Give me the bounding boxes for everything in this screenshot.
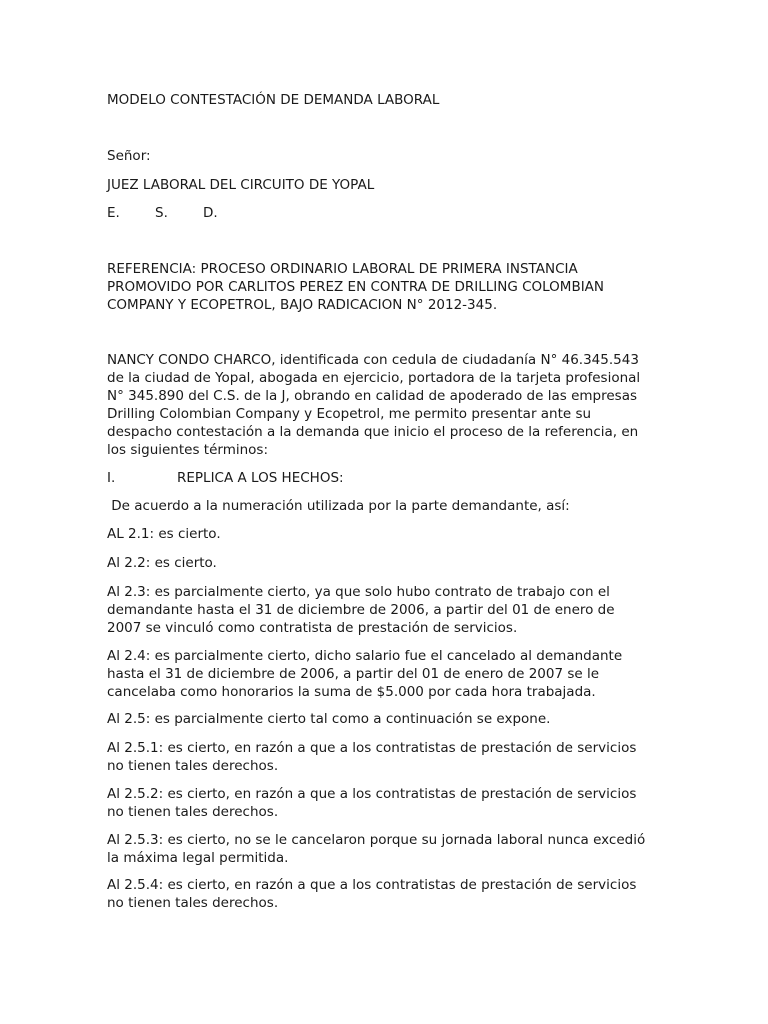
item-line: 2007 se vinculó como contratista de prestación de servicios. [107,620,518,636]
intro-line: los siguientes términos: [107,442,268,458]
eds-e: E. [107,205,120,221]
referencia-line: PROMOVIDO POR CARLITOS PEREZ EN CONTRA DE DRILLING COLOMBIAN [107,279,605,295]
section-heading [107,469,344,487]
item-line: Al 2.3: es parcialmente cierto, ya que solo hubo contrato de trabajo con el [107,584,610,600]
intro-line: NANCY CONDO CHARCO, identificada con cedula de ciudadanía N° 46.345.543 [107,352,639,368]
salutation: Señor: [107,148,151,164]
intro-line: despacho contestación a la demanda que inicio el proceso de la referencia, en [107,424,639,440]
item-line: hasta el 31 de diciembre de 2006, a partir del 01 de enero de 2007 se le [107,666,600,682]
item-line: cancelaba como honorarios la suma de $5.000 por cada hora trabajada. [107,684,596,700]
item-line: no tienen tales derechos. [107,804,279,820]
document-title: MODELO CONTESTACIÓN DE DEMANDA LABORAL [107,92,440,108]
referencia-line: REFERENCIA: PROCESO ORDINARIO LABORAL DE PRIMERA INSTANCIA [107,261,578,277]
item-line: AL 2.1: es cierto. [107,526,221,542]
eds-line [107,204,251,222]
eds-d: D. [203,205,218,221]
item-line: demandante hasta el 31 de diciembre de 2006, a partir del 01 de enero de [107,602,615,618]
intro-line: N° 345.890 del C.S. de la J, obrando en calidad de apoderado de las empresas [107,388,637,404]
item-line: la máxima legal permitida. [107,850,289,866]
eds-s: S. [155,205,168,221]
item-line: Al 2.5.2: es cierto, en razón a que a los contratistas de prestación de servicios [107,786,637,802]
item-line: no tienen tales derechos. [107,895,279,911]
item-line: Al 2.5.4: es cierto, en razón a que a los contratistas de prestación de servicios [107,877,637,893]
section-number: I. [107,470,116,486]
referencia-line: COMPANY Y ECOPETROL, BAJO RADICACION N° 2012-345. [107,297,498,313]
item-line: no tienen tales derechos. [107,758,279,774]
numeracion-text: De acuerdo a la numeración utilizada por la parte demandante, así: [107,498,570,514]
item-line: Al 2.4: es parcialmente cierto, dicho salario fue el cancelado al demandante [107,648,623,664]
section-title: REPLICA A LOS HECHOS: [177,470,344,486]
addressee: JUEZ LABORAL DEL CIRCUITO DE YOPAL [107,177,375,193]
intro-line: Drilling Colombian Company y Ecopetrol, me permito presentar ante su [107,406,592,422]
item-line: Al 2.5.3: es cierto, no se le cancelaron porque su jornada laboral nunca excedió [107,832,646,848]
item-line: Al 2.5.1: es cierto, en razón a que a los contratistas de prestación de servicios [107,740,637,756]
item-line: Al 2.5: es parcialmente cierto tal como a continuación se expone. [107,711,551,727]
item-line: Al 2.2: es cierto. [107,555,217,571]
intro-line: de la ciudad de Yopal, abogada en ejercicio, portadora de la tarjeta profesional [107,370,641,386]
